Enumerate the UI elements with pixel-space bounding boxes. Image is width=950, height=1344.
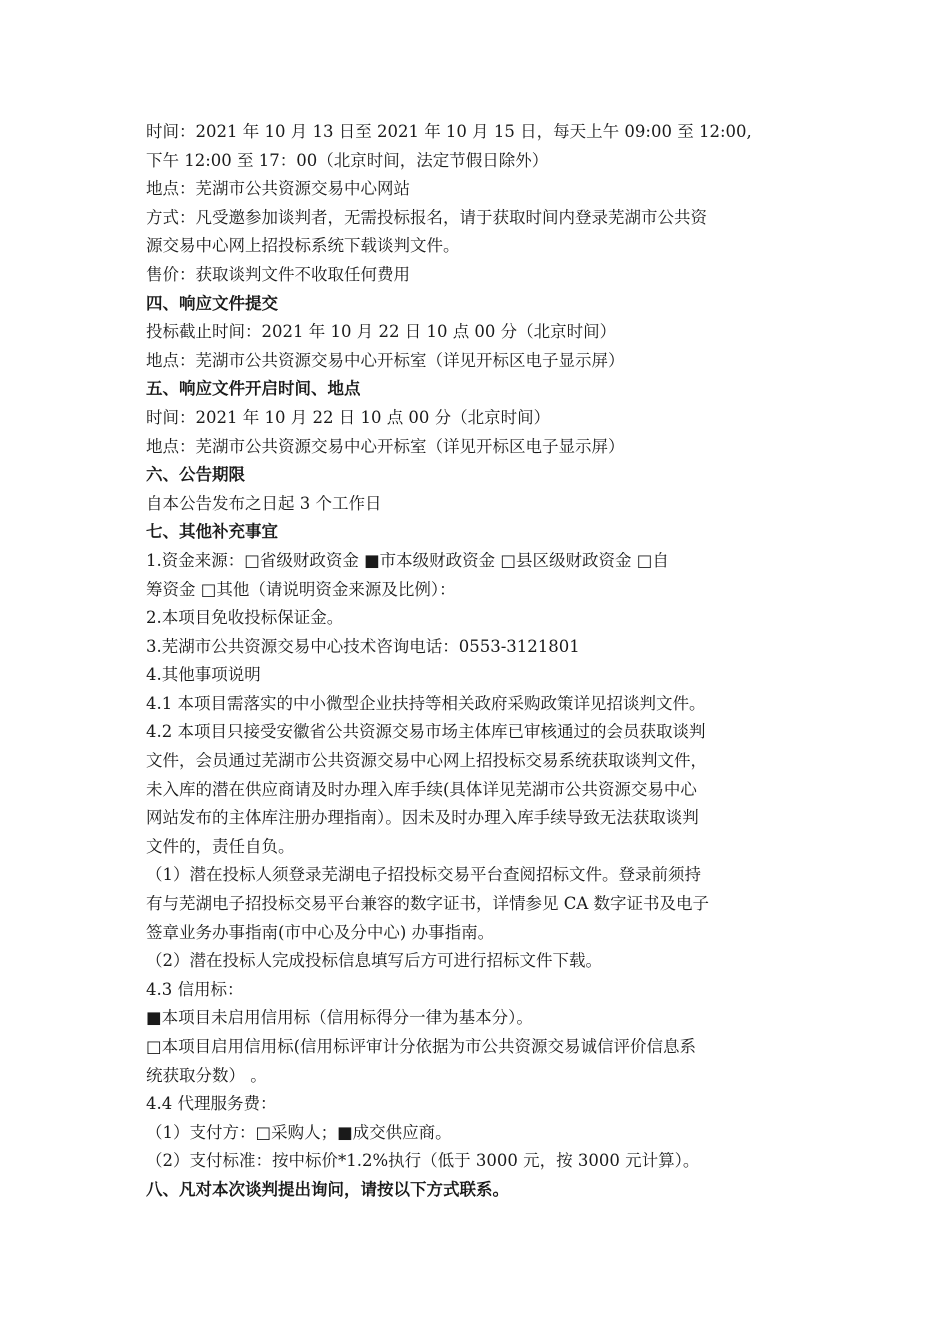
text-line: 地点：芜湖市公共资源交易中心网站	[146, 179, 410, 199]
text-line: 时间：2021 年 10 月 22 日 10 点 00 分（北京时间）	[146, 407, 551, 427]
text-line: （1）潜在投标人须登录芜湖电子招投标交易平台查阅招标文件。登录前须持	[146, 865, 701, 885]
text-line: 网站发布的主体库注册办理指南）。因未及时办理入库手续导致无法获取谈判	[146, 808, 699, 828]
text-line: 3.芜湖市公共资源交易中心技术咨询电话：0553-3121801	[146, 636, 580, 656]
section-heading: 六、公告期限	[146, 465, 245, 485]
text-line: （2）潜在投标人完成投标信息填写后方可进行招标文件下载。	[146, 951, 602, 971]
text-line: 4.其他事项说明	[146, 665, 261, 685]
text-line: 未入库的潜在供应商请及时办理入库手续(具体详见芜湖市公共资源交易中心	[146, 779, 697, 799]
text-line: 文件，会员通过芜湖市公共资源交易中心网上招投标交易系统获取谈判文件，	[146, 751, 707, 771]
text-line: 1.资金来源：□省级财政资金 ■市本级财政资金 □县区级财政资金 □自	[146, 550, 669, 570]
text-line: 4.3 信用标：	[146, 979, 244, 999]
text-line: 投标截止时间：2021 年 10 月 22 日 10 点 00 分（北京时间）	[146, 322, 617, 342]
text-line: □本项目启用信用标(信用标评审计分依据为市公共资源交易诚信评价信息系	[146, 1037, 697, 1056]
text-line: 下午 12:00 至 17：00（北京时间，法定节假日除外）	[146, 150, 549, 170]
text-line: 4.1 本项目需落实的中小微型企业扶持等相关政府采购政策详见招谈判文件。	[146, 693, 706, 713]
text-line: 自本公告发布之日起 3 个工作日	[146, 493, 382, 513]
text-line: 源交易中心网上招投标系统下载谈判文件。	[146, 236, 460, 256]
text-line: 文件的，责任自负。	[146, 836, 295, 856]
text-line: 方式：凡受邀参加谈判者，无需投标报名，请于获取时间内登录芜湖市公共资	[146, 207, 707, 227]
text-line: 2.本项目免收投标保证金。	[146, 608, 344, 628]
section-heading: 七、其他补充事宜	[146, 522, 278, 542]
text-line: 地点：芜湖市公共资源交易中心开标室（详见开标区电子显示屏）	[146, 350, 625, 370]
document-body	[146, 118, 806, 1205]
text-line: 地点：芜湖市公共资源交易中心开标室（详见开标区电子显示屏）	[146, 436, 625, 456]
text-line: （1）支付方：□采购人；■成交供应商。	[146, 1122, 452, 1142]
text-line: 4.2 本项目只接受安徽省公共资源交易市场主体库已审核通过的会员获取谈判	[146, 722, 706, 742]
text-line: ■本项目未启用信用标（信用标得分一律为基本分）。	[146, 1008, 533, 1028]
text-line: 统获取分数） 。	[146, 1065, 267, 1085]
text-line: （2）支付标准：按中标价*1.2%执行（低于 3000 元，按 3000 元计算）。	[146, 1151, 700, 1171]
text-line: 售价：获取谈判文件不收取任何费用	[146, 264, 410, 284]
text-line: 4.4 代理服务费：	[146, 1094, 277, 1114]
text-line: 筹资金 □其他（请说明资金来源及比例）：	[146, 579, 456, 599]
section-heading: 五、响应文件开启时间、地点	[146, 379, 361, 399]
section-heading: 八、凡对本次谈判提出询问，请按以下方式联系。	[146, 1179, 509, 1199]
text-line: 签章业务办事指南(市中心及分中心) 办事指南。	[146, 922, 495, 942]
section-heading: 四、响应文件提交	[146, 293, 278, 313]
text-line: 时间：2021 年 10 月 13 日至 2021 年 10 月 15 日，每天上午 09:00 至 12:00,	[146, 122, 752, 141]
text-line: 有与芜湖电子招投标交易平台兼容的数字证书，详情参见 CA 数字证书及电子	[146, 894, 710, 914]
